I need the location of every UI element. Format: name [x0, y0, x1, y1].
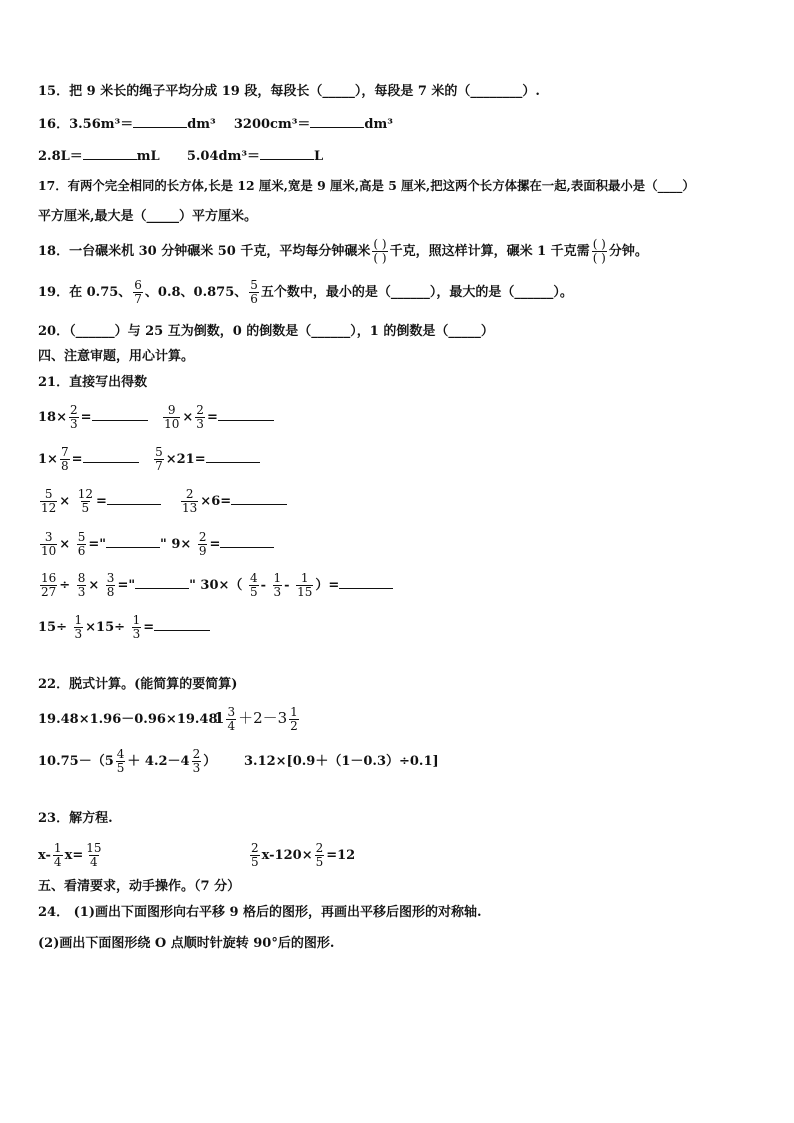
answer-blank[interactable] — [106, 535, 160, 548]
question-17-line2: 平方厘米,最大是（_____）平方厘米。 — [38, 209, 258, 224]
expr-text: ＋ 4.2－4 — [127, 754, 190, 769]
fraction: $\frac{6}{7}$ — [134, 278, 142, 306]
q16-unit: L — [314, 149, 324, 164]
answer-blank[interactable] — [83, 147, 137, 160]
q18-text: 千克，照这样计算，碾米 1 千克需 — [389, 244, 590, 259]
fraction: $\frac{16}{27}$ — [41, 571, 57, 599]
expr-text: 1× — [38, 452, 58, 467]
q18-text: 分钟。 — [608, 244, 648, 259]
expr-text: ÷ — [59, 578, 71, 593]
expr-text: 10.75－（5 — [38, 754, 114, 769]
fraction: $\frac{4}{5}$ — [116, 747, 125, 775]
fraction: $\frac{3}{8}$ — [106, 571, 115, 599]
question-16-line1 — [38, 115, 393, 133]
expr-text: = — [143, 620, 155, 635]
answer-blank[interactable] — [218, 408, 274, 421]
fraction: $\frac{2}{3}$ — [196, 403, 204, 431]
answer-blank[interactable] — [83, 450, 139, 463]
answer-blank[interactable] — [107, 492, 161, 505]
expr-text: = — [96, 494, 107, 509]
answer-blank[interactable] — [206, 450, 260, 463]
answer-blank[interactable] — [310, 115, 364, 128]
expr-text: " — [189, 578, 196, 593]
q16-unit: mL — [136, 149, 160, 164]
question-24-line2: (2)画出下面图形绕 O 点顺时针旋转 90°后的图形. — [38, 936, 335, 951]
q21-row1 — [38, 400, 274, 436]
answer-blank[interactable] — [92, 408, 148, 421]
expr-text: - — [284, 578, 290, 593]
fraction: $\frac{2}{9}$ — [198, 530, 207, 558]
fraction: $\frac{8}{3}$ — [77, 571, 86, 599]
expr-text: × — [88, 578, 100, 593]
fraction: $\frac{7}{8}$ — [60, 445, 69, 473]
q21-row4: $\frac{3}{10}$ × $\frac{5}{6}$ =" " 9× $\frac{2}{9}$ = — [38, 527, 274, 563]
expr-text: x- — [38, 848, 51, 863]
fraction: $\frac{4}{5}$ — [249, 571, 258, 599]
expr-text: ×6= — [200, 494, 232, 509]
question-22-title: 22．脱式计算。(能简算的要简算) — [38, 677, 238, 692]
expr-text: ） — [203, 754, 217, 769]
expr-text: × — [182, 410, 194, 425]
expr-text: x= — [64, 848, 84, 863]
q15-text: 15．把 9 米长的绳子平均分成 19 段，每段长（_____），每段是 7 米的（________）. — [38, 84, 540, 99]
fraction: $\frac{9}{10}$ — [164, 403, 180, 431]
q21-row5 — [38, 568, 393, 604]
question-17-line1: 17．有两个完全相同的长方体,长是 12 厘米,宽是 9 厘米,高是 5 厘米,把这两个长方体摞在一起,表面积最小是（____） — [38, 178, 695, 193]
answer-blank[interactable] — [220, 535, 274, 548]
fraction: $\frac{1}{3}$ — [74, 613, 83, 641]
expr-text: ＋2－3 — [238, 709, 288, 727]
expr-text: 1 — [214, 709, 225, 727]
fraction: $\frac{1}{3}$ — [273, 571, 282, 599]
fraction[interactable]: ( ) ( ) — [373, 237, 387, 265]
answer-blank[interactable] — [133, 115, 187, 128]
q19-text: 19．在 0.75、 — [38, 285, 132, 300]
expr-text: 15÷ — [38, 620, 67, 635]
q22-expr4: 3.12×[0.9＋（1－0.3）÷0.1] — [244, 754, 439, 769]
fraction: $\frac{1}{3}$ — [132, 613, 141, 641]
q18-text: 18．一台碾米机 30 分钟碾米 50 千克，平均每分钟碾米 — [38, 244, 371, 259]
answer-blank[interactable] — [231, 492, 287, 505]
fraction: $\frac{2}{3}$ — [69, 403, 78, 431]
expr-text: =" — [88, 537, 107, 552]
q21-row2 — [38, 442, 260, 478]
answer-blank[interactable] — [260, 147, 314, 160]
expr-text: ×15÷ — [85, 620, 126, 635]
expr-text: ×21= — [165, 452, 206, 467]
expr-text: ）= — [315, 578, 340, 593]
q21-row3 — [38, 484, 287, 520]
expr-text: =12 — [326, 848, 356, 863]
expr-text: × — [59, 494, 71, 509]
expr-text: 9× — [171, 537, 192, 552]
fraction: $\frac{5}{6}$ — [77, 530, 86, 558]
q22-expr3 — [38, 742, 216, 782]
q21-row6 — [38, 610, 210, 646]
question-15 — [38, 84, 540, 100]
expr-text: × — [59, 537, 71, 552]
question-24-line1: 24． (1)画出下面图形向右平移 9 格后的图形，再画出平移后图形的对称轴. — [38, 905, 482, 920]
fraction: $\frac{2}{5}$ — [315, 841, 324, 869]
question-19 — [38, 275, 573, 311]
fraction: $\frac{1}{15}$ — [297, 571, 313, 599]
fraction: $\frac{3}{10}$ — [41, 530, 57, 558]
fraction: $\frac{5}{12}$ — [41, 487, 57, 515]
question-21-title: 21．直接写出得数 — [38, 375, 148, 390]
question-20: 20．（______）与 25 互为倒数，0 的倒数是（______），1 的倒数是（_____） — [38, 324, 494, 339]
answer-blank[interactable] — [339, 576, 393, 589]
fraction: $\frac{2}{3}$ — [192, 747, 201, 775]
expr-text: = — [206, 410, 218, 425]
q16-part: 5.04dm³＝ — [186, 149, 261, 164]
q16-part: 3200cm³＝ — [233, 117, 311, 132]
fraction: $\frac{1}{2}$ — [290, 705, 298, 733]
expr-text: = — [80, 410, 92, 425]
question-23-title: 23．解方程. — [38, 811, 113, 826]
section-5-title: 五、看清要求，动手操作。（7 分） — [38, 879, 241, 894]
q23-eq1 — [38, 836, 105, 876]
q16-unit: dm³ — [364, 117, 393, 132]
fraction: $\frac{5}{7}$ — [155, 445, 163, 473]
expr-text: 18× — [38, 410, 67, 425]
question-18 — [38, 234, 648, 270]
fraction: $\frac{2}{5}$ — [251, 841, 259, 869]
expr-text: - — [260, 578, 266, 593]
expr-text: = — [71, 452, 83, 467]
answer-blank[interactable] — [154, 618, 210, 631]
fraction[interactable]: ( ) ( ) — [592, 237, 606, 265]
q22-expr1: 19.48×1.96－0.96×19.48 — [38, 712, 218, 727]
q16-part: 16．3.56m³＝ — [38, 117, 134, 132]
fraction: $\frac{15}{4}$ — [86, 841, 102, 869]
expr-text: =" — [117, 578, 136, 593]
fraction: $\frac{3}{4}$ — [227, 705, 236, 733]
question-16-line2 — [38, 147, 323, 165]
q16-part: 2.8L＝ — [38, 149, 83, 164]
expr-text: " — [160, 537, 167, 552]
q22-expr2 — [214, 700, 301, 740]
q19-text: 、0.8、0.875、 — [144, 285, 248, 300]
fraction: $\frac{1}{4}$ — [53, 841, 62, 869]
fraction: $\frac{2}{13}$ — [182, 487, 198, 515]
expr-text: x-120× — [261, 848, 313, 863]
fraction: $\frac{5}{6}$ — [250, 278, 258, 306]
expr-text: 30×（ — [200, 578, 243, 593]
section-4-title: 四、注意审题，用心计算。 — [38, 349, 195, 364]
q16-unit: dm³ — [187, 117, 216, 132]
fraction: $\frac{12}{5}$ — [77, 487, 93, 515]
q19-text: 五个数中，最小的是（______），最大的是（______）。 — [260, 285, 573, 300]
q23-eq2 — [248, 836, 355, 876]
answer-blank[interactable] — [135, 576, 189, 589]
